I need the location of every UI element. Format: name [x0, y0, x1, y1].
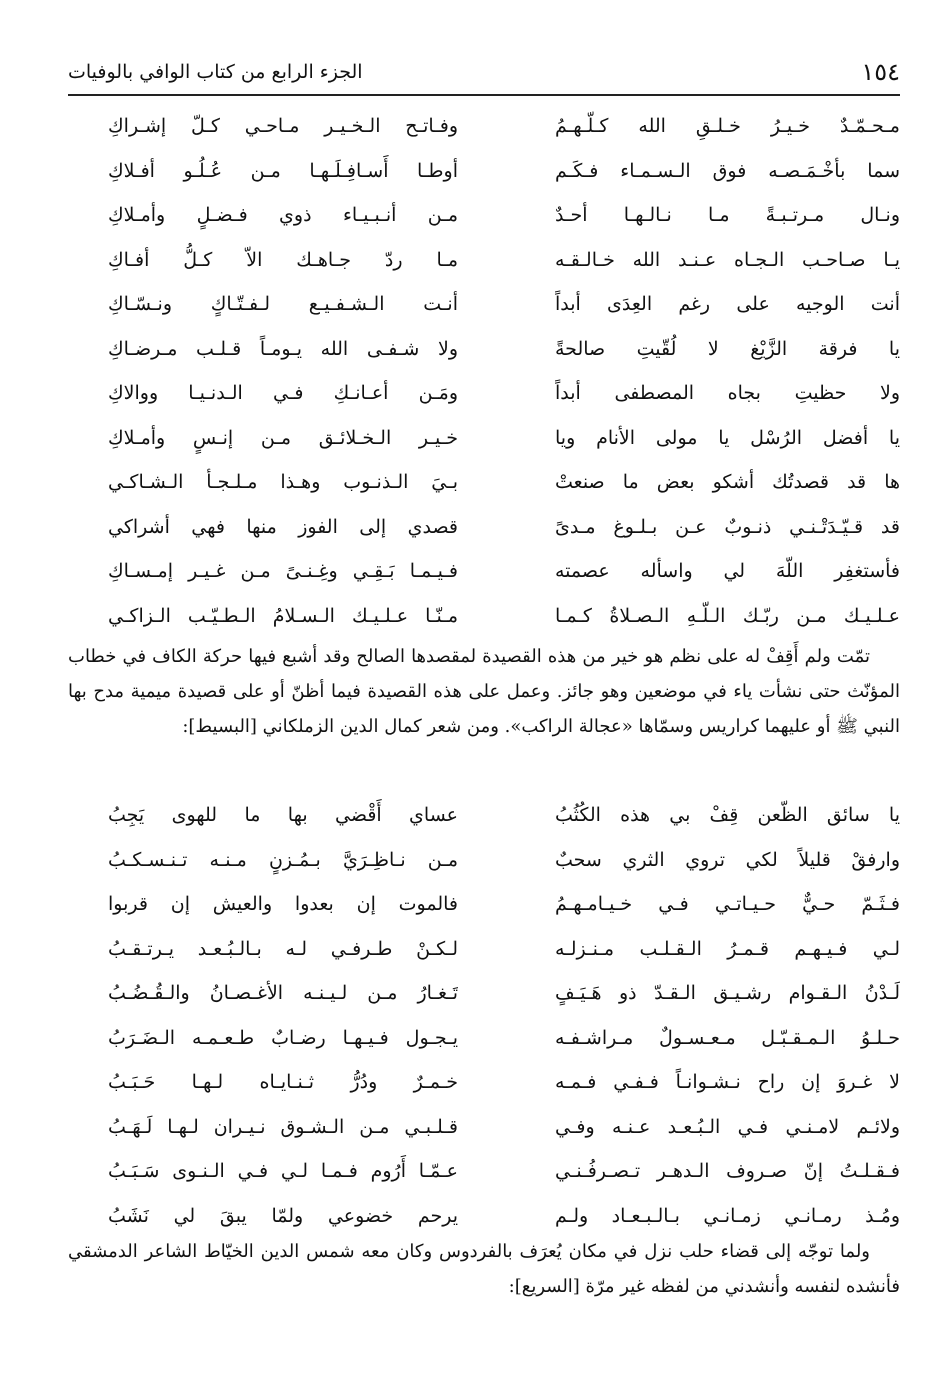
- verse-second-hemistich: فالموت إن بعدوا والعيش إن قربوا: [108, 893, 458, 915]
- verse-second-hemistich: ومَـن أعـانـكِ فـي الـدنـيـا ووالاكِ: [108, 382, 458, 404]
- verse-second-hemistich: قصدي إلى الفوز منها فهي أشراكي: [108, 515, 458, 538]
- verse-first-hemistich: سما بأخْـمَـصـه فوق الـسـمـاء فـكَـم: [555, 159, 900, 182]
- verse-line: [68, 1194, 900, 1239]
- verse-second-hemistich: وفـاتـح الـخـيـر مـاحـي كـلّ إشـراكِ: [108, 115, 458, 137]
- prose-paragraph-first: [68, 639, 900, 744]
- prose-paragraph-second: [68, 1234, 900, 1304]
- verse-line: [68, 1060, 900, 1105]
- verse-line: [68, 505, 900, 550]
- page-header: [68, 52, 900, 92]
- verse-second-hemistich: مـا ردّ جـاهـك الاّ كـلُّ أفـاكِ: [108, 248, 458, 271]
- verse-line: [68, 1149, 900, 1194]
- verse-first-hemistich: مـحـمّـدٌ خـيـرُ خـلـقِ الله كـلّـهـمُ: [555, 115, 900, 137]
- poem-second: [68, 793, 900, 1238]
- verse-second-hemistich: أوطـا أَسـافِـلَـهـا مـن عُـلُـو أفـلاكِ: [108, 159, 458, 182]
- verse-first-hemistich: لـي فـيـهـم قـمـرُ الـقـلـب مـنـزلـه: [555, 937, 900, 960]
- verse-line: [68, 371, 900, 416]
- verse-second-hemistich: عساي أَقْضي بها ما للهوى يَجِبُ: [108, 804, 458, 826]
- verse-line: [68, 927, 900, 972]
- verse-second-hemistich: يرحم خضوعي ولمّا يبقَ لي نَشَبُ: [108, 1204, 458, 1227]
- verse-line: [68, 327, 900, 372]
- verse-first-hemistich: عـلـيـك مـن ربّـك الـلّـهِ الـصـلاةُ كـمـا: [555, 604, 900, 627]
- verse-line: [68, 882, 900, 927]
- verse-first-hemistich: لا غـروَ إن راح نـشـوانـاً فـفـي فـمـه: [555, 1071, 900, 1093]
- verse-first-hemistich: وارفقْ قليلاً لكي تروي الثري سحبٌ: [555, 848, 900, 871]
- verse-first-hemistich: ولائـم لامـنـي فـي الـبُـعـد عـنـه وفـي: [555, 1115, 900, 1138]
- verse-second-hemistich: فـيـمـا بَـقِـي وغِـنـىً مـن غـيـر إمـسـاكِ: [108, 560, 458, 582]
- verse-second-hemistich: خـمـرٌ ودُرُّ ثـنـايـاه لـهـا حَـبَـبُ: [108, 1071, 458, 1093]
- page-number: ١٥٤: [861, 58, 900, 86]
- verse-second-hemistich: مـن أنـبـيـاء ذوي فـضـلٍ وأمـلاكِ: [108, 204, 458, 226]
- paragraph-text: تمّت ولم أَقِفْ له على نظم هو خير من هذه القصيدة لمقصدها الصالح وقد أشبع فيها حركة الكاف في خطاب المؤنّث حتى نشأت ياء في موضعين وهو جائز. وعمل على هذه القصيدة فيما أظنّ أو على قصيدة ميمية مدح بها النبي ﷺ أو عليهما كراريس وسمّاها «عجالة الراكب». ومن شعر كمال الدين الزملكاني [البسيط]:: [68, 646, 900, 737]
- verse-first-hemistich: فـثَـمّ حـيٌّ حـيـاتـي فـي خـيـامـهـمُ: [555, 893, 900, 915]
- verse-line: [68, 282, 900, 327]
- verse-second-hemistich: بـيَ الـذنـوب وهـذا مـلـجـأ الـشـاكـي: [108, 471, 458, 493]
- poem-first: [68, 104, 900, 638]
- verse-first-hemistich: فـقـلـتُ إنّ صـروف الـدهـر تـصـرفُـنـي: [555, 1160, 900, 1182]
- verse-second-hemistich: خـيـر الـخـلائـق مـن إنـسٍ وأمـلاكِ: [108, 426, 458, 449]
- verse-line: [68, 416, 900, 461]
- verse-second-hemistich: مـن نـاظِـرَيَّ بـمُـزنٍ مـنـه تـنـسـكـبُ: [108, 848, 458, 871]
- verse-line: [68, 149, 900, 194]
- verse-first-hemistich: يا أفضل الرُسْل يا مولى الأنام ويا: [555, 426, 900, 449]
- verse-first-hemistich: لَـدْنُ الـقـوام رشـيـق الـقـدّ ذو هَـيَـفٍ: [555, 982, 900, 1004]
- verse-second-hemistich: قـلـبـي مـن الـشـوق نـيـران لـهـا لَـهَـبُ: [108, 1115, 458, 1138]
- verse-second-hemistich: عـمّـا أَرُوم فـمـا لـي فـي الـنـوى سَـبَـبُ: [108, 1160, 458, 1182]
- verse-line: [68, 1105, 900, 1150]
- verse-first-hemistich: ونـال مـرتـبـةً مـا نـالـهـا أحـدٌ: [555, 204, 900, 226]
- verse-first-hemistich: قد قـيّـدَتْـنـي ذنـوبٌ عـن بـلـوغ مـدىً: [555, 515, 900, 538]
- verse-first-hemistich: فأستغفِر اللّهَ لي واسأله عصمته: [555, 560, 900, 582]
- verse-line: [68, 594, 900, 639]
- verse-first-hemistich: أنت الوجيه على رغم العِدَى أبداً: [555, 293, 900, 315]
- verse-line: [68, 238, 900, 283]
- verse-second-hemistich: يـجـول فـيـهـا رضـابٌ طـعـمـه الـضَـرَبُ: [108, 1026, 458, 1049]
- verse-line: [68, 1016, 900, 1061]
- verse-first-hemistich: حـلـوُ الـمـقـبّـل مـعـسـولٌ مـراشـفـه: [555, 1026, 900, 1049]
- verse-second-hemistich: لـكـنْ طـرفـي لـه بـالـبُـعـد يـرتـقـبُ: [108, 937, 458, 960]
- verse-line: [68, 971, 900, 1016]
- verse-line: [68, 838, 900, 883]
- verse-line: [68, 460, 900, 505]
- verse-first-hemistich: ها قد قصدتُك أشكو بعض ما صنعتْ: [555, 471, 900, 493]
- running-title: الجزء الرابع من كتاب الوافي بالوفيات: [68, 61, 363, 83]
- verse-line: [68, 193, 900, 238]
- verse-first-hemistich: يا فرقة الزَّيْغ لا لُقّيتِ صالحةً: [555, 337, 900, 360]
- verse-second-hemistich: تَـغـارُ مـن لـيـنـه الأغـصـانُ والـقُـضُـبُ: [108, 982, 458, 1004]
- verse-first-hemistich: يـا صـاحـب الـجـاه عـنـد الله خـالـقـه: [555, 248, 900, 271]
- verse-second-hemistich: ولا شـفـى الله يـومـاً قـلـب مـرضـاكِ: [108, 337, 458, 360]
- header-divider: [68, 94, 900, 96]
- verse-line: [68, 793, 900, 838]
- verse-line: [68, 104, 900, 149]
- verse-first-hemistich: يا سائق الظّعن قِفْ بي هذه الكُثُبُ: [555, 804, 900, 826]
- paragraph-text: ولما توجّه إلى قضاء حلب نزل في مكان يُعرَف بالفردوس وكان معه شمس الدين الخيّاط الشاعر الدمشقي فأنشده لنفسه وأنشدني من لفظه غير مرّة [السريع]:: [68, 1241, 900, 1297]
- verse-first-hemistich: ولا حظيتِ بجاه المصطفى أبداً: [555, 382, 900, 404]
- verse-line: [68, 549, 900, 594]
- verse-first-hemistich: ومُـذ رمـانـي زمـانـي بـالـبـعـاد ولـم: [555, 1204, 900, 1227]
- verse-second-hemistich: أنـت الـشـفـيـع لـفـتّـاكٍ ونـسّـاكِ: [108, 293, 458, 315]
- verse-second-hemistich: مـنّـا عـلـيـك الـسـلامُ الـطـيّـب الـزاكـي: [108, 604, 458, 627]
